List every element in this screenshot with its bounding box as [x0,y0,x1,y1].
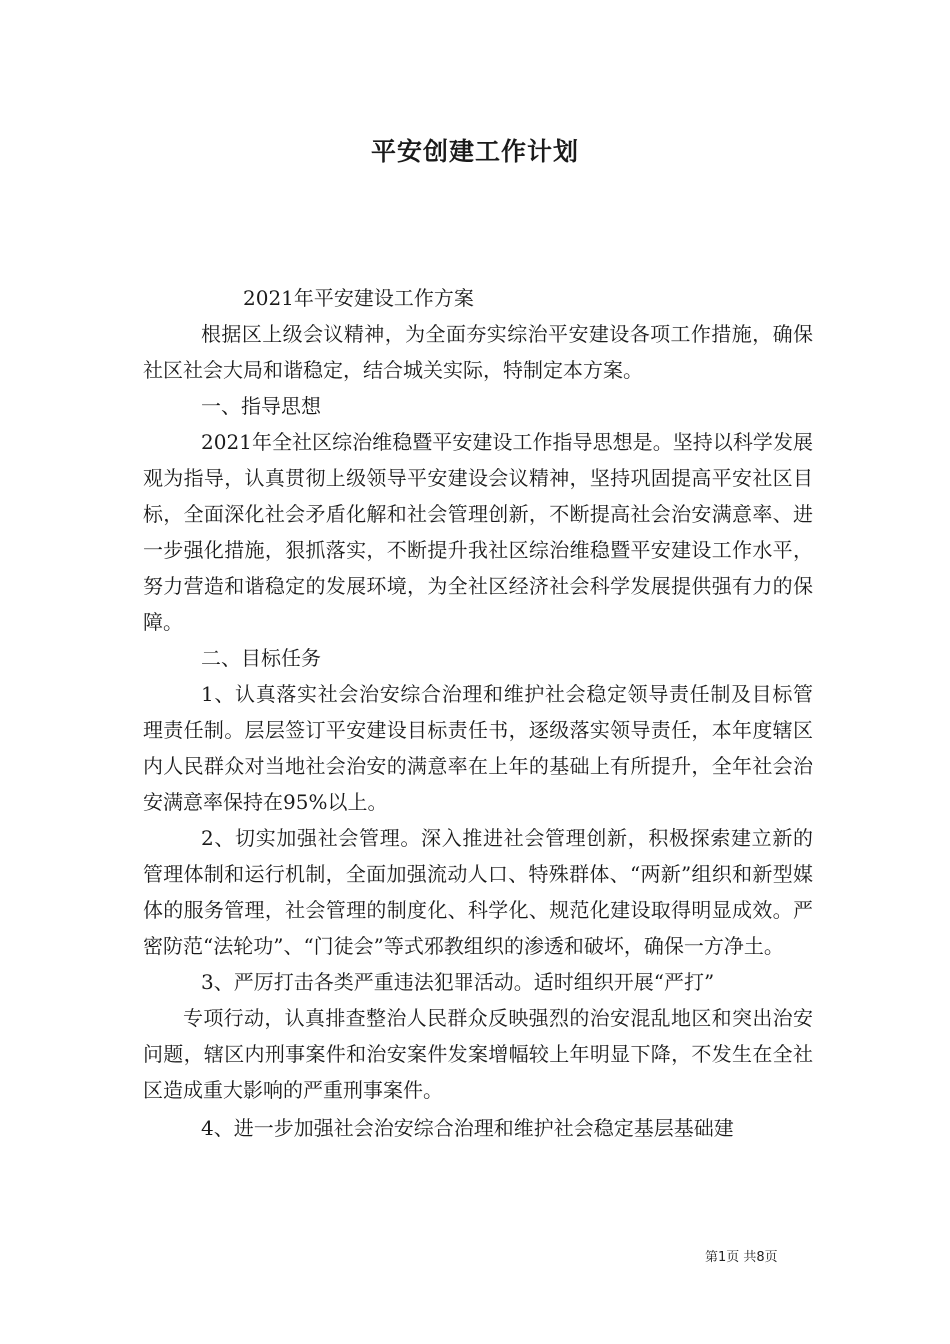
paragraph-objective-3: 3、严厉打击各类严重违法犯罪活动。适时组织开展“严打” [201,970,715,994]
paragraph-objective-4: 4、进一步加强社会治安综合治理和维护社会稳定基层基础建 [201,1116,734,1140]
paragraph-objective-3-continued: 专项行动，认真排查整治人民群众反映强烈的治安混乱地区和突出治安问题，辖区内刑事案件和治安案件发案增幅较上年明显下降，不发生在全社区造成重大影响的严重刑事案件。 [143,1006,813,1102]
paragraph-objective-2: 2、切实加强社会管理。深入推进社会管理创新，积极探索建立新的管理体制和运行机制，全面加强流动人口、特殊群体、“两新”组织和新型媒体的服务管理，社会管理的制度化、科学化、规范化建设取得明显成效。严密防范“法轮功”、“门徒会”等式邪教组织的渗透和破坏，确保一方净土。 [143,826,813,958]
section-heading-guiding-ideology: 一、指导思想 [201,394,321,418]
document-body [143,280,813,1146]
section-heading-objectives: 二、目标任务 [201,646,321,670]
document-title: 平安创建工作计划 [370,137,579,166]
paragraph-guiding-ideology: 2021年全社区综治维稳暨平安建设工作指导思想是。坚持以科学发展观为指导，认真贯彻上级领导平安建设会议精神，坚持巩固提高平安社区目标，全面深化社会矛盾化解和社会管理创新，不断提高社会治安满意率、进一步强化措施，狠抓落实，不断提升我社区综治维稳暨平安建设工作水平，努力营造和谐稳定的发展环境，为全社区经济社会科学发展提供强有力的保障。 [143,430,813,634]
document-subtitle: 2021年平安建设工作方案 [243,286,474,310]
page-number: 第1页 共8页 [705,1250,778,1265]
paragraph-intro: 根据区上级会议精神，为全面夯实综治平安建设各项工作措施，确保社区社会大局和谐稳定，结合城关实际，特制定本方案。 [143,322,813,382]
paragraph-objective-1: 1、认真落实社会治安综合治理和维护社会稳定领导责任制及目标管理责任制。层层签订平安建设目标责任书，逐级落实领导责任，本年度辖区内人民群众对当地社会治安的满意率在上年的基础上有所提升，全年社会治安满意率保持在95%以上。 [143,682,813,814]
